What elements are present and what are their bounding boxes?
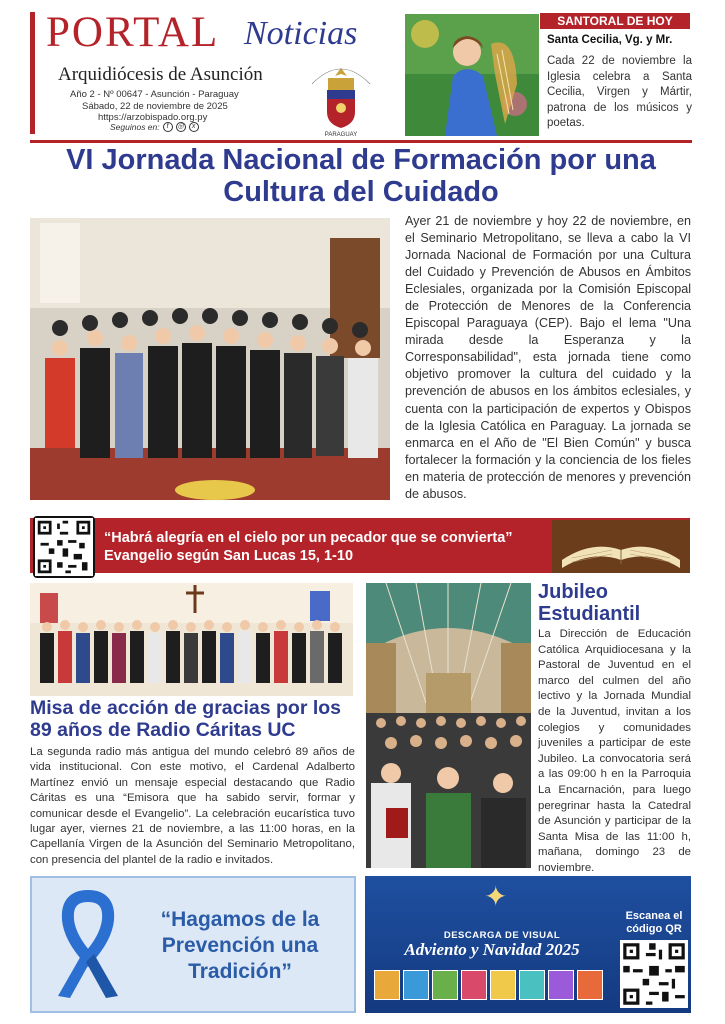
website-url[interactable]: https://arzobispado.org.py <box>98 112 208 123</box>
advent-tile <box>577 970 603 1000</box>
advent-tile <box>519 970 545 1000</box>
logo-noticias: Noticias <box>244 15 358 52</box>
prevention-slogan: “Hagamos de la Prevención una Tradición” <box>160 908 320 983</box>
facebook-icon[interactable]: f <box>163 122 173 132</box>
advent-tile <box>403 970 429 1000</box>
saint-image <box>405 14 539 136</box>
advent-title: Adviento y Navidad 2025 <box>404 940 580 959</box>
advent-download-label: DESCARGA DE VISUAL <box>443 930 561 941</box>
gospel-reference: Evangelio según San Lucas 15, 1-10 <box>104 548 354 564</box>
follow-label: Seguinos en: <box>110 122 160 132</box>
santoral-heading: SANTORAL DE HOY <box>540 13 690 29</box>
misa-article-title: Misa de acción de gracias por los 89 años de Radio Cáritas UC <box>30 697 342 741</box>
brand-bar <box>30 12 35 134</box>
logo-portal: PORTAL <box>46 9 220 56</box>
advent-tile <box>374 970 400 1000</box>
date-line: Sábado, 22 de noviembre de 2025 <box>82 101 228 112</box>
misa-article-photo <box>30 583 353 696</box>
advent-tile <box>490 970 516 1000</box>
seal-bottom-text: PARAGUAY <box>324 132 358 138</box>
advent-tile <box>432 970 458 1000</box>
advent-tile <box>548 970 574 1000</box>
main-article-body: Ayer 21 de noviembre y hoy 22 de noviembre, en el Seminario Metropolitano, se lleva a cabo la VI Jornada Nacional de Formación por una Cultura del Cuidado y Prevención de Abusos en Ámbitos Eclesiales, organizada por la Comisión Episcopal de Protección de Menores de la Conferencia Episcopal Paraguaya (CEP). Bajo el lema "Una mirada desde la Esperanza y la Corresponsabilidad", esta jornada tiene como objetivo promover la cultura del cuidado y la prevención de abusos en los ámbitos eclesiales, y cuenta con la participación de expertos y Obispos de la Iglesia Católica en Paraguay. La jornada se enmarca en el Año de "El Bien Común" y busca fortalecer la formación y la conciencia de los fieles en materia de protección de menores y prevención de abusos. <box>405 214 691 501</box>
jubileo-article-photo <box>366 583 531 868</box>
main-article-photo <box>30 218 390 500</box>
x-icon[interactable]: x <box>189 122 199 132</box>
advent-tile <box>461 970 487 1000</box>
advent-qr-label: Escanea el código QR <box>625 910 683 935</box>
archdiocese-seal <box>300 60 382 140</box>
main-article-title: VI Jornada Nacional de Formación por una Cultura del Cuidado <box>66 144 656 208</box>
misa-article-body: La segunda radio más antigua del mundo celebró 89 años de vida institucional. Con este motivo, el Cardenal Adalberto Martínez envió un mensaje especial destacando que Radio Cáritas es una “Emisora que ha sabido servir, formar y comunicar desde el Evangelio”. La celebración eucarística tuvo lugar ayer, viernes 21 de noviembre, a las 11:00 horas, en la Capellanía Virgen de la Asunción del Seminario Metropolitano, con presencia del plantel de la radio e invitados. <box>30 746 355 866</box>
jubileo-article-title: Jubileo Estudiantil <box>538 581 641 625</box>
jubileo-article-body: La Dirección de Educación Católica Arquidiocesana y la Pastoral de Juventud en el marco del culmen del año lectivo y la Jornada Mundial de la Juventud, invitan a los colegios y comunidades juveniles a participar de este Jubileo. La convocatoria será a las 09:00 h en la Parroquia La Encarnación, para luego peregrinar hasta la Catedral de Asunción y participar de la Santa Misa de las 11:00 h, mañana, domingo 23 de noviembre. <box>538 628 691 874</box>
instagram-icon[interactable]: ◎ <box>177 123 184 130</box>
gospel-qr-code[interactable] <box>33 516 95 578</box>
gospel-quote: “Habrá alegría en el cielo por un pecador que se convierta” <box>104 530 513 546</box>
advent-qr-code[interactable] <box>620 940 688 1008</box>
social-links <box>110 122 199 132</box>
awareness-ribbon-icon <box>48 888 128 1003</box>
star-icon: ✦ <box>484 881 508 912</box>
saint-name: Santa Cecilia, Vg. y Mr. <box>547 34 673 46</box>
advent-visual-tiles <box>374 970 603 1000</box>
archdiocese-name: Arquidiócesis de Asunción <box>58 64 263 85</box>
issue-line: Año 2 - Nº 00647 - Asunción - Paraguay <box>70 89 239 100</box>
header-divider <box>30 140 692 143</box>
saint-description: Cada 22 de noviembre la Iglesia celebra a Santa Cecilia, Virgen y Mártir, patrona de los músicos y poetas. <box>547 55 692 129</box>
bible-image <box>552 520 690 573</box>
